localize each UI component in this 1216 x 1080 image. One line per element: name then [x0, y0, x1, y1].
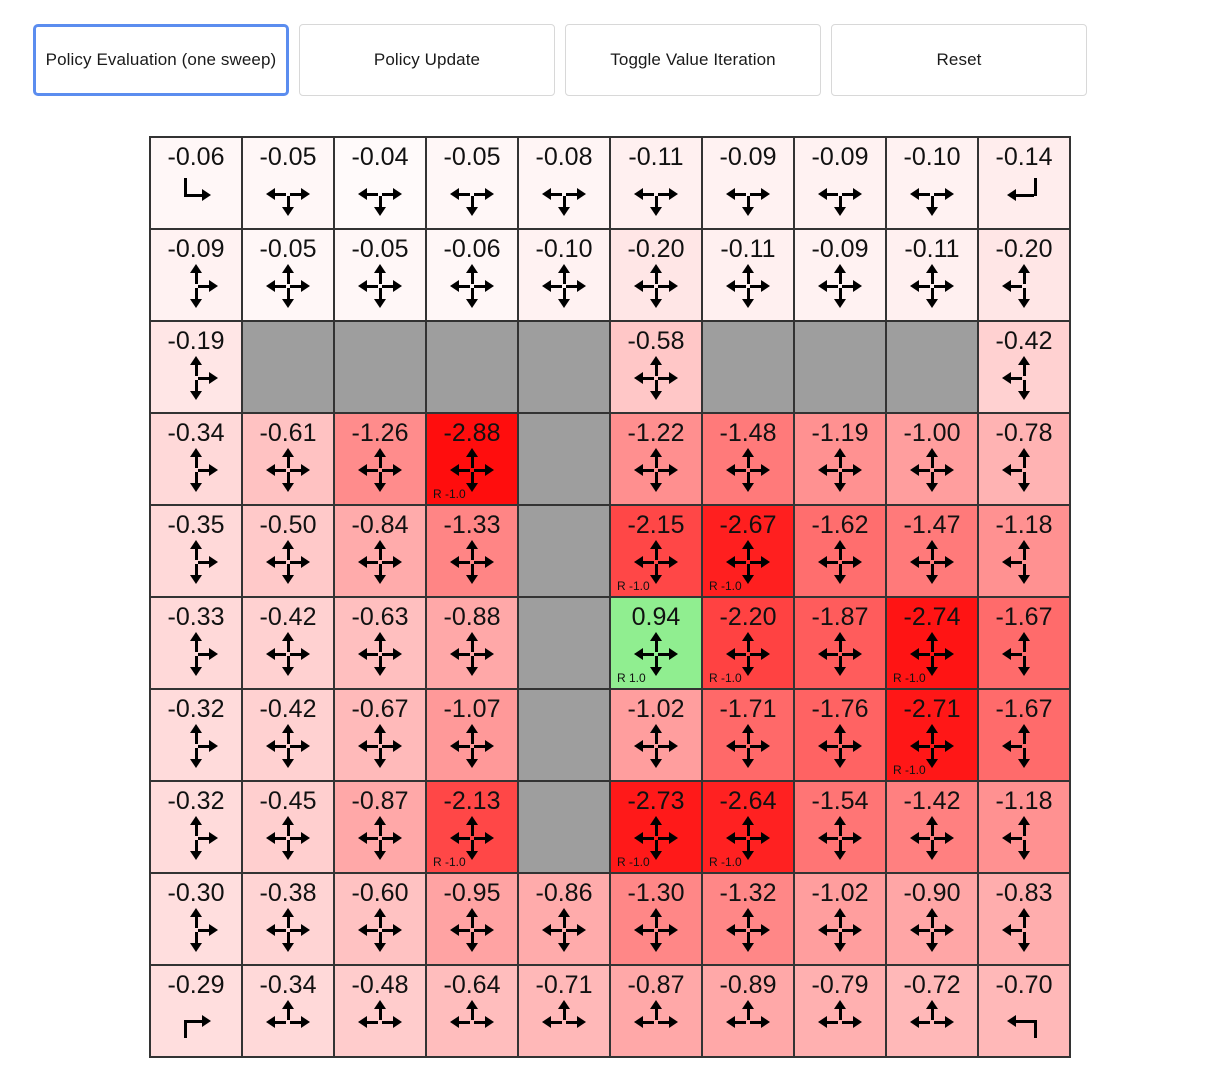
grid-cell[interactable]	[611, 782, 703, 874]
grid-cell-wall[interactable]	[519, 598, 611, 690]
cell-policy-arrows	[243, 266, 333, 306]
policy-update-button[interactable]: Policy Update	[299, 24, 555, 96]
cell-policy-arrows	[795, 910, 885, 950]
cell-value: -0.45	[259, 787, 317, 815]
grid-cell[interactable]	[887, 690, 979, 782]
cell-reward-label: R -1.0	[709, 671, 742, 685]
cell-policy-arrows	[151, 818, 241, 858]
grid-cell[interactable]	[979, 598, 1071, 690]
cell-policy-arrows	[979, 818, 1069, 858]
gridworld-container	[149, 136, 1071, 1058]
cell-policy-arrows	[243, 542, 333, 582]
grid-cell[interactable]	[243, 506, 335, 598]
cell-value: -1.87	[811, 603, 869, 631]
grid-cell[interactable]	[979, 506, 1071, 598]
cell-value: -0.32	[167, 695, 225, 723]
cell-value: -1.18	[995, 511, 1053, 539]
cell-policy-arrows	[795, 726, 885, 766]
cell-policy-arrows	[519, 1002, 609, 1042]
cell-value: -1.26	[351, 419, 409, 447]
grid-cell[interactable]	[795, 506, 887, 598]
cell-policy-arrows	[611, 726, 701, 766]
cell-policy-arrows	[427, 634, 517, 674]
grid-cell[interactable]	[427, 874, 519, 966]
cell-value: -0.78	[995, 419, 1053, 447]
grid-cell[interactable]	[427, 598, 519, 690]
grid-cell[interactable]	[703, 966, 795, 1058]
cell-policy-arrows	[979, 910, 1069, 950]
cell-value: -1.54	[811, 787, 869, 815]
cell-policy-arrows	[519, 174, 609, 214]
cell-value: -0.42	[259, 603, 317, 631]
cell-value: -1.00	[903, 419, 961, 447]
cell-policy-arrows	[703, 910, 793, 950]
grid-cell[interactable]	[151, 690, 243, 782]
grid-cell[interactable]	[703, 506, 795, 598]
grid-cell-wall[interactable]	[519, 322, 611, 414]
cell-policy-arrows	[795, 450, 885, 490]
cell-value: -1.07	[443, 695, 501, 723]
grid-cell[interactable]	[611, 598, 703, 690]
cell-value: -1.48	[719, 419, 777, 447]
cell-policy-arrows	[795, 174, 885, 214]
cell-value: -0.42	[995, 327, 1053, 355]
grid-cell[interactable]	[795, 966, 887, 1058]
cell-policy-arrows	[611, 266, 701, 306]
cell-value: -2.73	[627, 787, 685, 815]
cell-value: -1.47	[903, 511, 961, 539]
cell-value: -0.61	[259, 419, 317, 447]
cell-policy-arrows	[151, 358, 241, 398]
cell-policy-arrows	[887, 174, 977, 214]
policy-evaluation-button[interactable]: Policy Evaluation (one sweep)	[33, 24, 289, 96]
cell-policy-arrows	[887, 542, 977, 582]
grid-cell[interactable]	[243, 230, 335, 322]
grid-cell[interactable]	[335, 138, 427, 230]
cell-policy-arrows	[979, 358, 1069, 398]
grid-cell[interactable]	[335, 506, 427, 598]
grid-cell[interactable]	[887, 230, 979, 322]
cell-policy-arrows	[611, 1002, 701, 1042]
cell-value: -0.86	[535, 879, 593, 907]
grid-cell[interactable]	[611, 322, 703, 414]
grid-cell[interactable]	[979, 690, 1071, 782]
cell-value: -0.08	[535, 143, 593, 171]
cell-value: -0.09	[167, 235, 225, 263]
grid-cell[interactable]	[243, 782, 335, 874]
cell-policy-arrows	[427, 726, 517, 766]
cell-value: -0.95	[443, 879, 501, 907]
value-grid	[149, 136, 1071, 1058]
grid-cell[interactable]	[611, 414, 703, 506]
cell-policy-arrows	[427, 174, 517, 214]
cell-value: -0.11	[904, 235, 960, 263]
grid-cell[interactable]	[335, 874, 427, 966]
cell-value: -0.84	[351, 511, 409, 539]
cell-policy-arrows	[979, 1002, 1069, 1042]
cell-value: -0.33	[167, 603, 225, 631]
cell-policy-arrows	[887, 266, 977, 306]
grid-cell[interactable]	[795, 230, 887, 322]
cell-value: -2.88	[443, 419, 501, 447]
grid-cell[interactable]	[519, 966, 611, 1058]
grid-cell[interactable]	[703, 782, 795, 874]
cell-value: -0.63	[351, 603, 409, 631]
cell-policy-arrows	[979, 634, 1069, 674]
cell-policy-arrows	[427, 910, 517, 950]
cell-policy-arrows	[611, 358, 701, 398]
cell-policy-arrows	[887, 450, 977, 490]
cell-value: -0.87	[627, 971, 685, 999]
grid-cell[interactable]	[335, 230, 427, 322]
grid-cell[interactable]	[795, 414, 887, 506]
cell-value: -1.71	[719, 695, 777, 723]
cell-policy-arrows	[795, 542, 885, 582]
cell-policy-arrows	[703, 266, 793, 306]
cell-value: -0.88	[443, 603, 501, 631]
cell-reward-label: R -1.0	[433, 487, 466, 501]
cell-value: -0.09	[811, 235, 869, 263]
cell-value: -0.67	[351, 695, 409, 723]
grid-cell[interactable]	[795, 598, 887, 690]
grid-cell[interactable]	[243, 966, 335, 1058]
grid-cell[interactable]	[335, 782, 427, 874]
cell-value: -2.13	[443, 787, 501, 815]
grid-cell[interactable]	[427, 506, 519, 598]
cell-reward-label: R -1.0	[617, 579, 650, 593]
cell-policy-arrows	[795, 1002, 885, 1042]
cell-policy-arrows	[703, 634, 793, 674]
cell-policy-arrows	[243, 726, 333, 766]
cell-value: -1.18	[995, 787, 1053, 815]
cell-value: -0.05	[259, 235, 317, 263]
cell-policy-arrows	[979, 450, 1069, 490]
grid-cell-wall[interactable]	[795, 322, 887, 414]
cell-policy-arrows	[335, 634, 425, 674]
reset-button[interactable]: Reset	[831, 24, 1087, 96]
cell-policy-arrows	[979, 174, 1069, 214]
cell-value: -0.09	[811, 143, 869, 171]
grid-cell[interactable]	[887, 966, 979, 1058]
grid-cell[interactable]	[979, 230, 1071, 322]
cell-policy-arrows	[335, 910, 425, 950]
grid-cell[interactable]	[979, 874, 1071, 966]
grid-cell[interactable]	[887, 414, 979, 506]
cell-value: -2.67	[719, 511, 777, 539]
grid-cell-wall[interactable]	[703, 322, 795, 414]
grid-cell[interactable]	[887, 874, 979, 966]
cell-policy-arrows	[427, 450, 517, 490]
cell-value: -0.05	[259, 143, 317, 171]
cell-value: -1.02	[811, 879, 869, 907]
grid-cell[interactable]	[151, 230, 243, 322]
cell-value: -0.20	[995, 235, 1053, 263]
grid-cell[interactable]	[243, 690, 335, 782]
cell-policy-arrows	[427, 818, 517, 858]
cell-policy-arrows	[611, 818, 701, 858]
cell-value: -1.32	[719, 879, 777, 907]
cell-policy-arrows	[703, 726, 793, 766]
cell-policy-arrows	[703, 450, 793, 490]
cell-value: -0.70	[995, 971, 1053, 999]
cell-policy-arrows	[795, 634, 885, 674]
cell-policy-arrows	[887, 726, 977, 766]
cell-policy-arrows	[979, 542, 1069, 582]
cell-policy-arrows	[611, 174, 701, 214]
grid-cell[interactable]	[795, 782, 887, 874]
cell-value: -0.29	[167, 971, 225, 999]
cell-policy-arrows	[243, 450, 333, 490]
grid-cell[interactable]	[795, 138, 887, 230]
grid-cell[interactable]	[243, 414, 335, 506]
cell-policy-arrows	[887, 818, 977, 858]
cell-value: -1.67	[995, 695, 1053, 723]
cell-reward-label: R -1.0	[433, 855, 466, 869]
grid-cell[interactable]	[151, 138, 243, 230]
cell-value: -1.30	[627, 879, 685, 907]
grid-cell[interactable]	[703, 874, 795, 966]
cell-policy-arrows	[887, 1002, 977, 1042]
cell-policy-arrows	[151, 726, 241, 766]
cell-policy-arrows	[795, 266, 885, 306]
cell-policy-arrows	[427, 1002, 517, 1042]
cell-value: -0.42	[259, 695, 317, 723]
grid-cell[interactable]	[979, 414, 1071, 506]
cell-policy-arrows	[151, 910, 241, 950]
grid-cell[interactable]	[795, 690, 887, 782]
cell-value: -2.71	[903, 695, 961, 723]
grid-cell[interactable]	[151, 782, 243, 874]
grid-cell[interactable]	[887, 506, 979, 598]
grid-cell[interactable]	[519, 230, 611, 322]
grid-cell[interactable]	[151, 506, 243, 598]
cell-value: -0.90	[903, 879, 961, 907]
cell-reward-label: R -1.0	[893, 763, 926, 777]
grid-cell[interactable]	[795, 874, 887, 966]
cell-policy-arrows	[243, 910, 333, 950]
cell-value: -0.38	[259, 879, 317, 907]
cell-value: -1.42	[903, 787, 961, 815]
cell-value: -1.22	[627, 419, 685, 447]
cell-value: -0.05	[443, 143, 501, 171]
grid-cell[interactable]	[887, 782, 979, 874]
cell-value: 0.94	[631, 603, 681, 631]
cell-value: -0.11	[628, 143, 684, 171]
cell-policy-arrows	[243, 634, 333, 674]
cell-value: -1.02	[627, 695, 685, 723]
cell-policy-arrows	[151, 634, 241, 674]
cell-value: -0.05	[351, 235, 409, 263]
cell-value: -0.87	[351, 787, 409, 815]
cell-policy-arrows	[519, 266, 609, 306]
cell-policy-arrows	[243, 818, 333, 858]
cell-value: -0.64	[443, 971, 501, 999]
cell-policy-arrows	[795, 818, 885, 858]
cell-value: -1.67	[995, 603, 1053, 631]
cell-value: -0.14	[995, 143, 1053, 171]
grid-cell[interactable]	[703, 690, 795, 782]
grid-cell[interactable]	[979, 138, 1071, 230]
grid-cell[interactable]	[611, 966, 703, 1058]
cell-value: -0.06	[443, 235, 501, 263]
cell-value: -1.62	[811, 511, 869, 539]
cell-policy-arrows	[151, 174, 241, 214]
grid-cell[interactable]	[243, 598, 335, 690]
grid-cell[interactable]	[151, 598, 243, 690]
cell-policy-arrows	[887, 634, 977, 674]
grid-cell[interactable]	[703, 230, 795, 322]
grid-cell[interactable]	[427, 138, 519, 230]
cell-policy-arrows	[979, 266, 1069, 306]
grid-cell[interactable]	[703, 598, 795, 690]
control-toolbar	[33, 24, 1087, 96]
cell-value: -0.10	[903, 143, 961, 171]
grid-cell[interactable]	[611, 874, 703, 966]
grid-cell-wall[interactable]	[519, 782, 611, 874]
cell-policy-arrows	[243, 174, 333, 214]
cell-policy-arrows	[335, 174, 425, 214]
cell-value: -0.30	[167, 879, 225, 907]
cell-policy-arrows	[703, 174, 793, 214]
cell-reward-label: R -1.0	[617, 855, 650, 869]
grid-cell[interactable]	[427, 966, 519, 1058]
grid-cell-wall[interactable]	[887, 322, 979, 414]
cell-reward-label: R -1.0	[893, 671, 926, 685]
cell-value: -2.20	[719, 603, 777, 631]
cell-policy-arrows	[335, 1002, 425, 1042]
cell-value: -2.64	[719, 787, 777, 815]
cell-value: -0.06	[167, 143, 225, 171]
grid-cell[interactable]	[335, 414, 427, 506]
cell-reward-label: R 1.0	[617, 671, 646, 685]
cell-value: -0.34	[259, 971, 317, 999]
grid-cell[interactable]	[427, 414, 519, 506]
cell-value: -0.60	[351, 879, 409, 907]
cell-value: -0.10	[535, 235, 593, 263]
cell-policy-arrows	[611, 634, 701, 674]
cell-value: -0.72	[903, 971, 961, 999]
cell-policy-arrows	[611, 910, 701, 950]
cell-policy-arrows	[335, 818, 425, 858]
cell-policy-arrows	[703, 542, 793, 582]
cell-value: -0.48	[351, 971, 409, 999]
grid-cell[interactable]	[151, 322, 243, 414]
grid-cell[interactable]	[335, 966, 427, 1058]
cell-value: -0.11	[720, 235, 776, 263]
grid-cell[interactable]	[611, 690, 703, 782]
cell-policy-arrows	[703, 818, 793, 858]
grid-cell[interactable]	[151, 414, 243, 506]
cell-value: -1.33	[443, 511, 501, 539]
cell-value: -0.20	[627, 235, 685, 263]
grid-cell-wall[interactable]	[243, 322, 335, 414]
cell-policy-arrows	[151, 542, 241, 582]
grid-cell[interactable]	[427, 230, 519, 322]
cell-policy-arrows	[979, 726, 1069, 766]
cell-value: -0.50	[259, 511, 317, 539]
cell-value: -2.74	[903, 603, 961, 631]
grid-cell[interactable]	[611, 230, 703, 322]
cell-policy-arrows	[335, 450, 425, 490]
grid-cell[interactable]	[979, 782, 1071, 874]
grid-cell[interactable]	[611, 138, 703, 230]
cell-value: -0.04	[351, 143, 409, 171]
grid-cell[interactable]	[335, 598, 427, 690]
grid-cell[interactable]	[979, 322, 1071, 414]
grid-cell[interactable]	[335, 690, 427, 782]
cell-policy-arrows	[703, 1002, 793, 1042]
cell-policy-arrows	[243, 1002, 333, 1042]
cell-policy-arrows	[335, 726, 425, 766]
cell-value: -1.19	[811, 419, 869, 447]
grid-cell-wall[interactable]	[427, 322, 519, 414]
grid-cell-wall[interactable]	[519, 506, 611, 598]
cell-reward-label: R -1.0	[709, 855, 742, 869]
grid-cell-wall[interactable]	[519, 690, 611, 782]
cell-policy-arrows	[887, 910, 977, 950]
cell-policy-arrows	[611, 542, 701, 582]
grid-cell[interactable]	[427, 782, 519, 874]
grid-cell[interactable]	[611, 506, 703, 598]
grid-cell[interactable]	[979, 966, 1071, 1058]
cell-policy-arrows	[427, 542, 517, 582]
cell-reward-label: R -1.0	[709, 579, 742, 593]
cell-value: -0.32	[167, 787, 225, 815]
cell-value: -0.79	[811, 971, 869, 999]
cell-policy-arrows	[151, 266, 241, 306]
grid-cell[interactable]	[427, 690, 519, 782]
cell-policy-arrows	[427, 266, 517, 306]
grid-cell[interactable]	[703, 414, 795, 506]
cell-value: -2.15	[627, 511, 685, 539]
cell-value: -0.58	[627, 327, 685, 355]
grid-cell-wall[interactable]	[335, 322, 427, 414]
cell-value: -1.76	[811, 695, 869, 723]
cell-policy-arrows	[611, 450, 701, 490]
grid-cell[interactable]	[243, 138, 335, 230]
grid-cell[interactable]	[151, 966, 243, 1058]
cell-policy-arrows	[519, 910, 609, 950]
toggle-value-iteration-button[interactable]: Toggle Value Iteration	[565, 24, 821, 96]
cell-value: -0.34	[167, 419, 225, 447]
cell-policy-arrows	[335, 542, 425, 582]
grid-cell[interactable]	[151, 874, 243, 966]
cell-policy-arrows	[335, 266, 425, 306]
cell-value: -0.89	[719, 971, 777, 999]
grid-cell[interactable]	[519, 138, 611, 230]
cell-policy-arrows	[151, 1002, 241, 1042]
cell-value: -0.71	[535, 971, 593, 999]
grid-cell[interactable]	[243, 874, 335, 966]
cell-value: -0.09	[719, 143, 777, 171]
cell-policy-arrows	[151, 450, 241, 490]
grid-cell[interactable]	[519, 874, 611, 966]
cell-value: -0.35	[167, 511, 225, 539]
cell-value: -0.83	[995, 879, 1053, 907]
cell-value: -0.19	[167, 327, 225, 355]
grid-cell[interactable]	[703, 138, 795, 230]
grid-cell-wall[interactable]	[519, 414, 611, 506]
grid-cell[interactable]	[887, 138, 979, 230]
grid-cell[interactable]	[887, 598, 979, 690]
